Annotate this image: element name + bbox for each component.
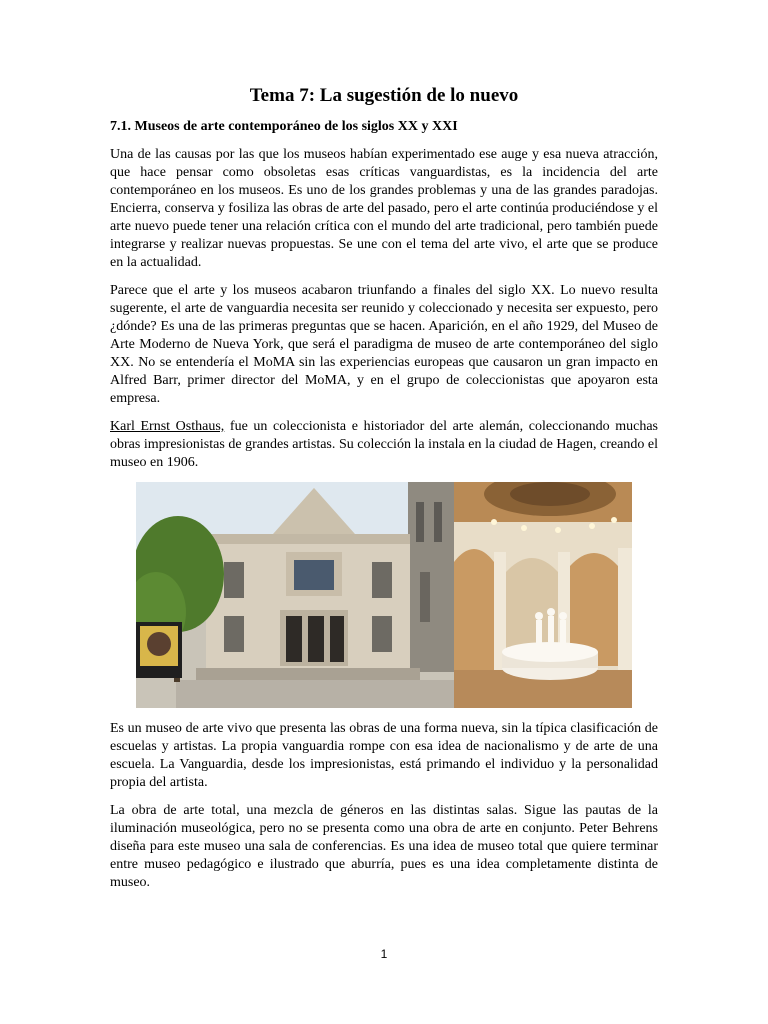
osthaus-name: Karl Ernst Osthaus, bbox=[110, 419, 225, 434]
paragraph-3: Es un museo de arte vivo que presenta las obras de una forma nueva, sin la típica clasificación de escuelas y artistas. La propia vanguardia rompe con esa idea de nacionalismo y de arte de una escuela. La Vanguardia, desde los impresionistas, está primando el individuo y la personalidad propia del artista. bbox=[110, 721, 658, 790]
paragraph-2: Parece que el arte y los museos acabaron triunfando a finales del siglo XX. Lo nuevo resulta sugerente, el arte de vanguardia necesita ser reunido y coleccionado y necesita ser expuesto, pero ¿dónde? Es una de las primeras preguntas que se hacen. Aparición, en el año 1929, del Museo de Arte Moderno de Nueva York, que será el paradigma de museo de arte contemporáneo del siglo XX. No se entendería el MoMA sin las experiencias europeas que causaron un gran impacto en Alfred Barr, primer director del MoMA, y en el grupo de coleccionistas que apoyaron esta empresa. bbox=[110, 283, 658, 406]
document-title: Tema 7: La sugestión de lo nuevo bbox=[249, 85, 519, 106]
museum-exterior-photo bbox=[136, 482, 454, 708]
museum-photos bbox=[136, 482, 632, 708]
document-page bbox=[110, 84, 658, 902]
paragraph-osthaus bbox=[110, 418, 658, 472]
museum-interior-photo bbox=[454, 482, 632, 708]
section-heading: 7.1. Museos de arte contemporáneo de los siglos XX y XXI bbox=[110, 119, 458, 134]
page-number: 1 bbox=[380, 947, 388, 961]
paragraph-4: La obra de arte total, una mezcla de géneros en las distintas salas. Sigue las pautas de la iluminación museológica, pero no se presenta como una obra de arte en conjunto. Peter Behrens diseña para este museo una sala de conferencias. Es una idea de museo total que quiere terminar entre museo pedagógico e ilustrado que aburría, pues es una idea completamente distinta de museo. bbox=[110, 803, 658, 890]
paragraph-1: Una de las causas por las que los museos habían experimentado ese auge y esa nueva atracción, que hace pensar como obsoletas esas críticas vanguardistas, es la incidencia del arte contemporáneo en los museos. Es uno de los grandes problemas y una de las grandes paradojas. Encierra, conserva y fosiliza las obras de arte del pasado, pero el arte continúa produciéndose y el arte nuevo puede tener una relación crítica con el mundo del arte tradicional, pero también puede integrarse y realizar nuevas propuestas. Se une con el tema del arte vivo, el arte que se produce en la actualidad. bbox=[110, 147, 658, 270]
osthaus-text: fue un coleccionista e historiador del arte alemán, coleccionando muchas obras impresionistas de grandes artistas. Su colección la instala en la ciudad de Hagen, creando el museo en 1906. bbox=[110, 419, 658, 470]
